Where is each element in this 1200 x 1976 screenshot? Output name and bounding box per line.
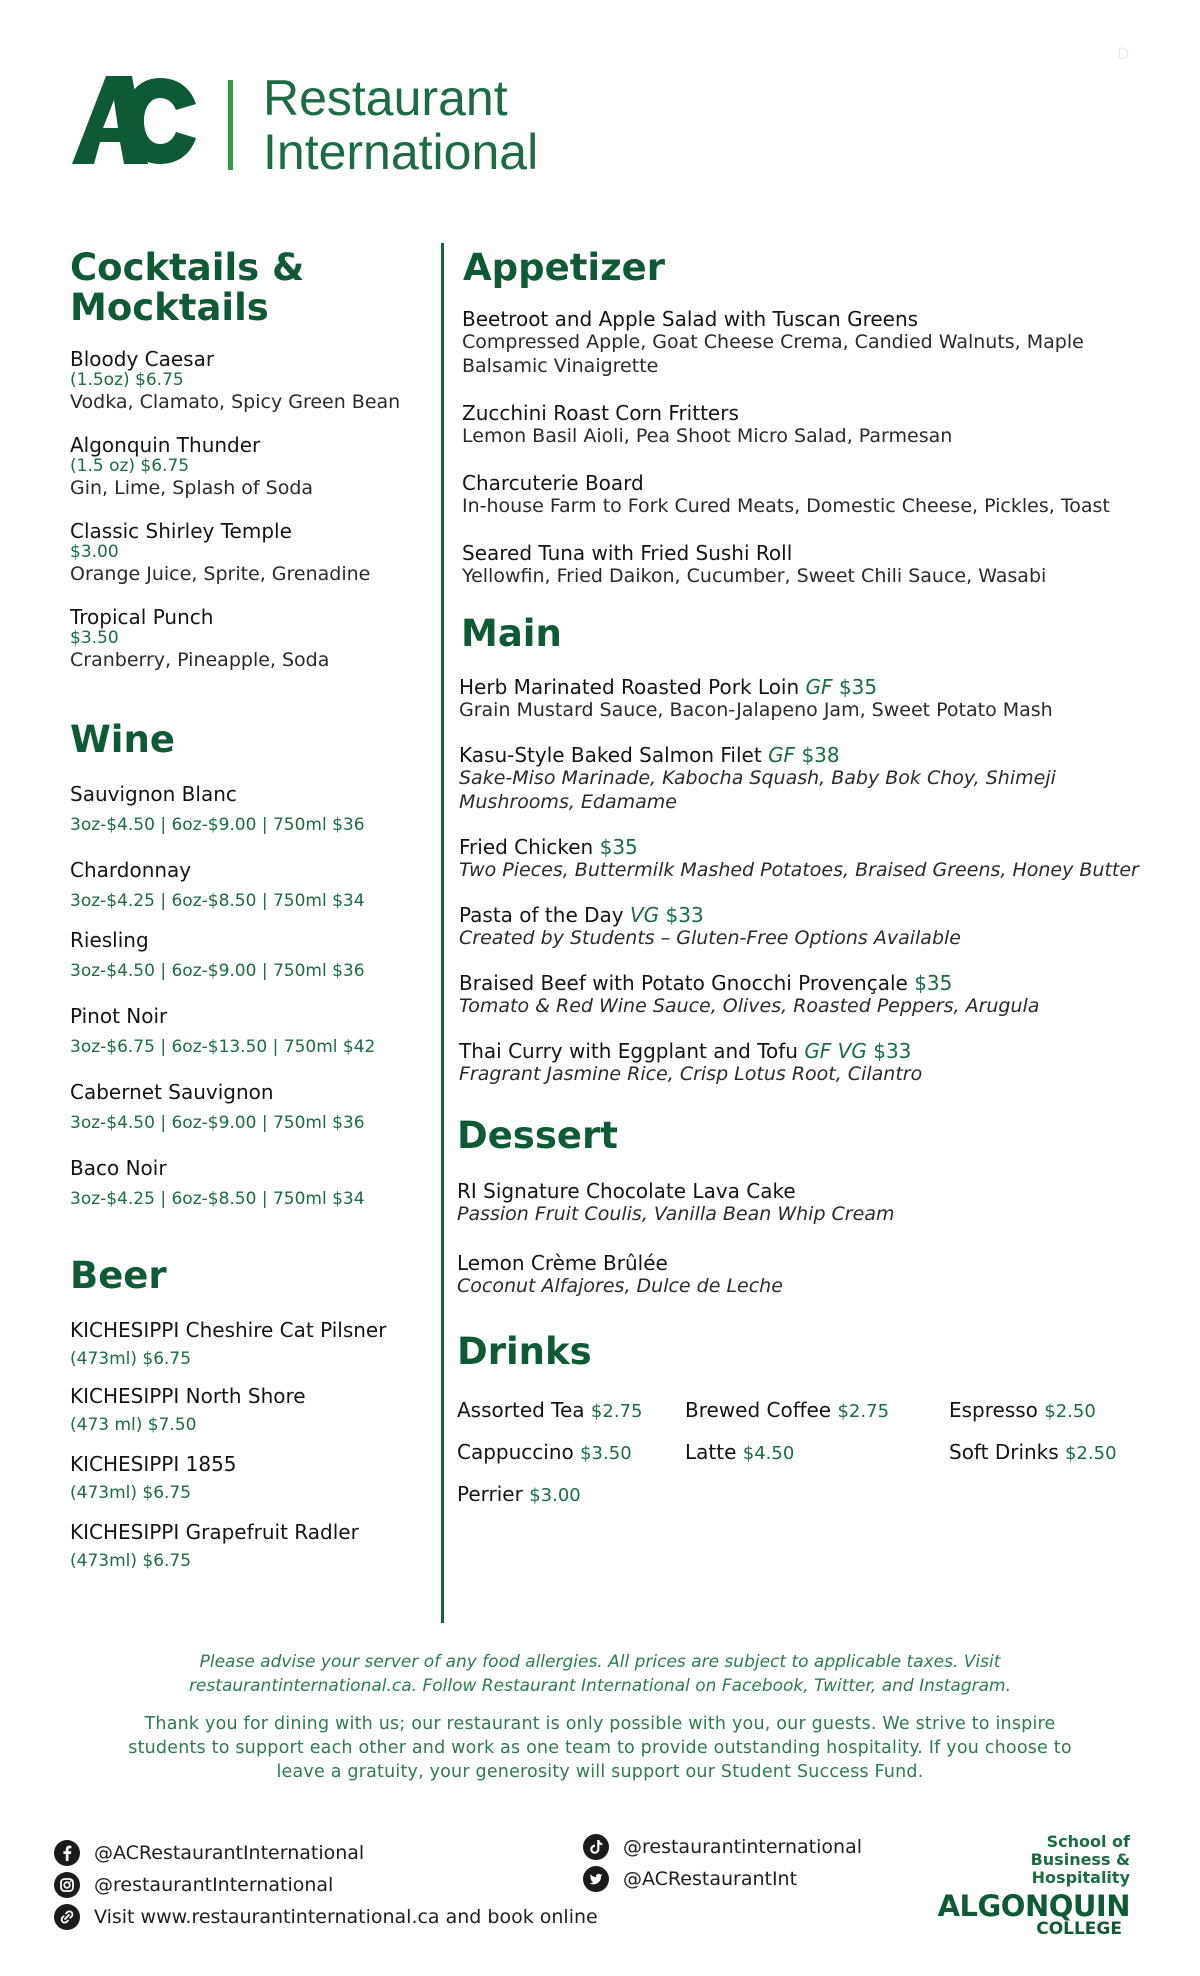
item-price: $35	[914, 971, 953, 995]
item-price: $4.50	[742, 1443, 795, 1464]
item-desc: Sake-Miso Marinade, Kabocha Squash, Baby Bok Choy, Shimeji Mushrooms, Edamame	[459, 767, 1056, 813]
item-price: 3oz-$4.25 | 6oz-$8.50 | 750ml $34	[70, 891, 365, 911]
appetizer-heading: Appetizer	[463, 246, 665, 289]
item-price: $3.00	[529, 1485, 581, 1506]
item-name: Lemon Crème Brûlée	[457, 1251, 668, 1275]
instagram-link[interactable]	[54, 1872, 333, 1898]
item-name: Thai Curry with Eggplant and Tofu	[459, 1039, 798, 1063]
wine-item	[70, 782, 430, 836]
item-desc: In-house Farm to Fork Cured Meats, Domestic Cheese, Pickles, Toast	[462, 495, 1110, 517]
title-line-2: International	[263, 124, 539, 180]
appetizer-item	[462, 308, 1175, 378]
ac-logo-icon	[72, 76, 198, 174]
item-name: Pinot Noir	[70, 1004, 168, 1028]
beer-item	[70, 1318, 430, 1370]
item-price: 3oz-$4.25 | 6oz-$8.50 | 750ml $34	[70, 1189, 365, 1209]
item-price: $3.50	[580, 1443, 632, 1464]
cocktail-item	[70, 606, 430, 672]
restaurant-header	[72, 70, 538, 180]
cocktails-title-line-2: Mocktails	[70, 286, 269, 329]
item-price: 3oz-$4.50 | 6oz-$9.00 | 750ml $36	[70, 1113, 365, 1133]
website-link[interactable]	[54, 1904, 598, 1930]
item-name: Espresso	[949, 1398, 1038, 1422]
item-desc: Grain Mustard Sauce, Bacon-Jalapeno Jam, Sweet Potato Mash	[459, 699, 1053, 721]
cocktails-title-line-1: Cocktails &	[70, 246, 305, 289]
tiktok-handle: @restaurantinternational	[623, 1836, 863, 1858]
main-item	[459, 904, 1175, 950]
item-price: $33	[665, 903, 704, 927]
facebook-handle: @ACRestaurantInternational	[94, 1842, 365, 1864]
item-price: $35	[838, 675, 878, 699]
appetizer-item	[462, 402, 1175, 448]
item-price: $3.50	[70, 628, 119, 648]
diet-tag: GF	[768, 743, 796, 767]
thanks-line: students to support each other and work as one team to provide outstanding hospitality. If you choose to	[128, 1738, 1072, 1758]
diet-tag: GF VG	[804, 1039, 867, 1063]
beer-item	[70, 1384, 430, 1436]
item-name: Brewed Coffee	[685, 1398, 832, 1422]
dessert-item	[457, 1252, 1175, 1298]
item-desc: Gin, Lime, Splash of Soda	[70, 477, 314, 499]
allergy-line: restaurantinternational.ca. Follow Restaurant International on Facebook, Twitter, and Instagram.	[188, 1676, 1012, 1696]
item-name: Algonquin Thunder	[70, 433, 261, 457]
item-name: Riesling	[70, 928, 149, 952]
restaurant-name	[263, 71, 538, 179]
twitter-icon	[583, 1866, 609, 1892]
instagram-handle: @restaurantInternational	[94, 1874, 334, 1896]
item-name: KICHESIPPI Cheshire Cat Pilsner	[70, 1318, 387, 1342]
drinks-grid	[457, 1398, 1175, 1538]
item-name: Cabernet Sauvignon	[70, 1080, 274, 1104]
school-of-text: School of	[1046, 1832, 1130, 1851]
twitter-link[interactable]	[583, 1866, 797, 1892]
wine-heading: Wine	[70, 718, 175, 761]
item-name: Tropical Punch	[70, 605, 214, 629]
item-name: Assorted Tea	[457, 1398, 585, 1422]
item-price: $2.75	[837, 1401, 890, 1422]
drinks-heading: Drinks	[457, 1330, 592, 1373]
header-rule	[228, 80, 233, 170]
drink-item	[685, 1440, 794, 1464]
main-item	[459, 676, 1175, 722]
cocktail-item	[70, 434, 430, 500]
instagram-icon	[54, 1872, 80, 1898]
item-name: Pasta of the Day	[459, 903, 624, 927]
wine-item	[70, 1080, 430, 1134]
item-name: Kasu-Style Baked Salmon Filet	[459, 743, 762, 767]
main-item	[459, 836, 1175, 882]
twitter-handle: @ACRestaurantInt	[623, 1868, 798, 1890]
item-name: KICHESIPPI North Shore	[70, 1384, 306, 1408]
school-name-text: Business & Hospitality	[1030, 1850, 1130, 1887]
thanks-line: Thank you for dining with us; our restaurant is only possible with you, our guests. We strive to inspire	[144, 1714, 1056, 1734]
item-price: $38	[801, 743, 840, 767]
item-desc: Passion Fruit Coulis, Vanilla Bean Whip Cream	[457, 1203, 895, 1225]
item-desc: Tomato & Red Wine Sauce, Olives, Roasted Peppers, Arugula	[459, 995, 1040, 1017]
main-heading: Main	[461, 612, 562, 655]
item-name: Sauvignon Blanc	[70, 782, 237, 806]
item-price: (1.5oz) $6.75	[70, 370, 184, 390]
allergy-note	[70, 1650, 1130, 1698]
cocktail-item	[70, 520, 430, 586]
beer-heading: Beer	[70, 1254, 167, 1297]
appetizer-item	[462, 542, 1175, 588]
item-desc: Cranberry, Pineapple, Soda	[70, 649, 330, 671]
drink-item	[457, 1482, 581, 1506]
item-price: 3oz-$6.75 | 6oz-$13.50 | 750ml $42	[70, 1037, 376, 1057]
cocktails-heading	[70, 248, 430, 328]
tiktok-link[interactable]	[583, 1834, 862, 1860]
item-price: (473ml) $6.75	[70, 1551, 192, 1571]
item-price: $3.00	[70, 542, 119, 562]
drink-item	[949, 1440, 1117, 1464]
website-text: Visit www.restaurantinternational.ca and book online	[94, 1906, 598, 1928]
cocktail-item	[70, 348, 430, 414]
drink-item	[949, 1398, 1096, 1422]
item-price: $33	[873, 1039, 912, 1063]
item-name: Perrier	[457, 1482, 523, 1506]
thank-you-note	[70, 1712, 1130, 1784]
facebook-link[interactable]	[54, 1840, 364, 1866]
item-name: Braised Beef with Potato Gnocchi Provençale	[459, 971, 908, 995]
algonquin-wordmark: ALGONQUIN	[937, 1889, 1130, 1923]
wine-item	[70, 1004, 430, 1058]
item-price: $35	[599, 835, 638, 859]
item-desc: Created by Students – Gluten-Free Options Available	[459, 927, 961, 949]
college-text: COLLEGE	[1036, 1919, 1122, 1939]
wine-item	[70, 928, 430, 982]
item-price: (1.5 oz) $6.75	[70, 456, 190, 476]
title-line-1: Restaurant	[263, 70, 508, 126]
left-column	[70, 248, 430, 1572]
item-name: Chardonnay	[70, 858, 192, 882]
diet-tag: GF	[805, 675, 833, 699]
tiktok-icon	[583, 1834, 609, 1860]
algonquin-college-logo	[930, 1833, 1130, 1937]
item-name: Fried Chicken	[459, 835, 594, 859]
item-name: Soft Drinks	[949, 1440, 1059, 1464]
main-item	[459, 1040, 1175, 1086]
allergy-line: Please advise your server of any food allergies. All prices are subject to applicable taxes. Visit	[199, 1652, 1001, 1672]
item-desc: Coconut Alfajores, Dulce de Leche	[457, 1275, 783, 1297]
wine-item	[70, 858, 430, 912]
item-name: Classic Shirley Temple	[70, 519, 292, 543]
drink-item	[457, 1440, 632, 1464]
diet-tag: VG	[629, 903, 660, 927]
item-name: Cappuccino	[457, 1440, 574, 1464]
dessert-item	[457, 1180, 1175, 1226]
item-price: (473 ml) $7.50	[70, 1415, 197, 1435]
item-name: RI Signature Chocolate Lava Cake	[457, 1179, 796, 1203]
column-divider	[441, 243, 444, 1623]
main-item	[459, 744, 1175, 814]
item-name: KICHESIPPI Grapefruit Radler	[70, 1520, 359, 1544]
item-desc: Vodka, Clamato, Spicy Green Bean	[70, 391, 401, 413]
drink-item	[685, 1398, 889, 1422]
thanks-line: leave a gratuity, your generosity will support our Student Success Fund.	[276, 1762, 924, 1782]
item-desc: Two Pieces, Buttermilk Mashed Potatoes, Braised Greens, Honey Butter	[459, 859, 1139, 881]
right-column	[455, 248, 1175, 1538]
corner-mark: D	[1117, 44, 1130, 63]
item-name: Charcuterie Board	[462, 471, 644, 495]
item-name: Zucchini Roast Corn Fritters	[462, 401, 739, 425]
beer-item	[70, 1520, 430, 1572]
item-price: $2.50	[1065, 1443, 1117, 1464]
item-price: $2.50	[1044, 1401, 1096, 1422]
item-name: Beetroot and Apple Salad with Tuscan Greens	[462, 307, 919, 331]
item-price: (473ml) $6.75	[70, 1483, 192, 1503]
beer-item	[70, 1452, 430, 1504]
drink-item	[457, 1398, 642, 1422]
item-name: KICHESIPPI 1855	[70, 1452, 237, 1476]
item-price: 3oz-$4.50 | 6oz-$9.00 | 750ml $36	[70, 815, 365, 835]
item-price: 3oz-$4.50 | 6oz-$9.00 | 750ml $36	[70, 961, 365, 981]
item-desc: Yellowfin, Fried Daikon, Cucumber, Sweet Chili Sauce, Wasabi	[462, 565, 1047, 587]
item-price: (473ml) $6.75	[70, 1349, 192, 1369]
item-name: Seared Tuna with Fried Sushi Roll	[462, 541, 793, 565]
facebook-icon	[54, 1840, 80, 1866]
item-name: Bloody Caesar	[70, 347, 215, 371]
wine-item	[70, 1156, 430, 1210]
item-desc: Lemon Basil Aioli, Pea Shoot Micro Salad, Parmesan	[462, 425, 953, 447]
item-desc: Orange Juice, Sprite, Grenadine	[70, 563, 371, 585]
link-icon	[54, 1904, 80, 1930]
item-desc: Fragrant Jasmine Rice, Crisp Lotus Root, Cilantro	[459, 1063, 923, 1085]
item-name: Latte	[685, 1440, 737, 1464]
appetizer-item	[462, 472, 1175, 518]
dessert-heading: Dessert	[457, 1114, 618, 1157]
item-name: Herb Marinated Roasted Pork Loin	[459, 675, 800, 699]
item-name: Baco Noir	[70, 1156, 167, 1180]
main-item	[459, 972, 1175, 1018]
item-desc: Compressed Apple, Goat Cheese Crema, Candied Walnuts, Maple Balsamic Vinaigrette	[462, 331, 1084, 377]
item-price: $2.75	[590, 1401, 643, 1422]
